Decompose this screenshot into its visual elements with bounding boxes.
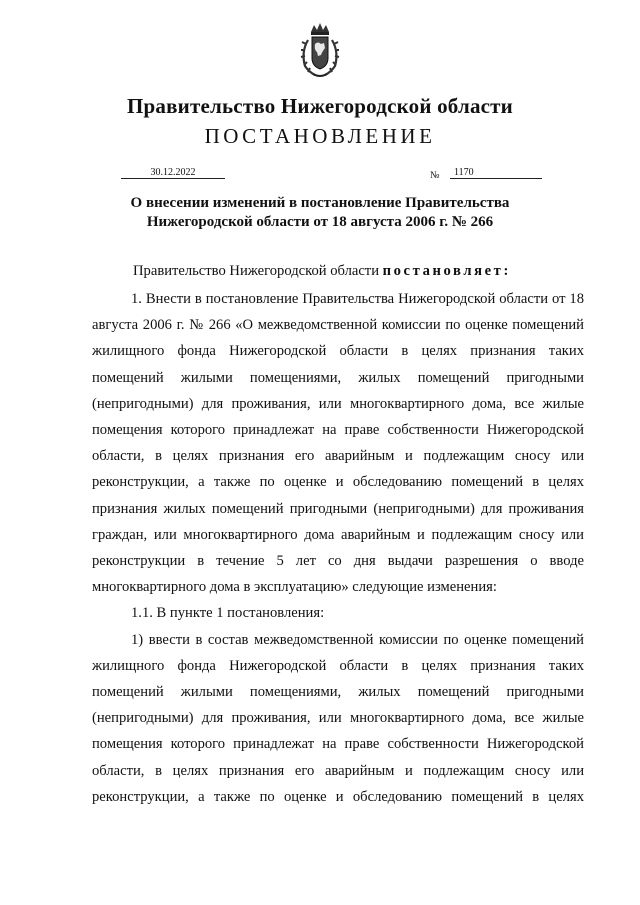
lead-emphasis: постановляет:	[382, 263, 511, 279]
document-body	[92, 286, 584, 810]
document-subject	[0, 194, 640, 232]
organization-title: Правительство Нижегородской области	[127, 94, 513, 118]
coat-of-arms-icon	[299, 22, 341, 78]
document-date: 30.12.2022	[121, 168, 225, 179]
document-type-title: ПОСТАНОВЛЕНИЕ	[204, 124, 436, 148]
number-sign: №	[430, 170, 440, 181]
subject-line-1: О внесении изменений в постановление Правительства	[130, 195, 510, 211]
document-number: 1170	[450, 168, 542, 179]
subject-line-2: Нижегородской области от 18 августа 2006 г. № 266	[146, 214, 494, 230]
paragraph-item-1-1: 1.1. В пункте 1 постановления:	[131, 605, 325, 622]
lead-text: Правительство Нижегородской области	[133, 263, 383, 279]
paragraph-item-1: 1. Внести в постановление Правительства Нижегородской области от 18 августа 2006 г. № 266 «О межведомственной комиссии по оценке помещений жилищного фонда Нижегородской области в целях признания таких помещений жилыми помещениями, жилых помещений пригодными (непригодными) для проживания, или многоквартирного дома, все жилые помещения которого принадлежат на праве собственности Нижегородской области, в целях признания его аварийным и подлежащим сносу или реконструкции, а также по оценке и обследованию помещений в целях признания жилых помещений пригодными (непригодными) для проживания граждан, или многоквартирного дома аварийным и подлежащим сносу или реконструкции в течение 5 лет со дня выдачи разрешения о вводе многоквартирного дома в эксплуатацию» следующие изменения:	[92, 291, 584, 596]
paragraph-subitem-1: 1) ввести в состав межведомственной комиссии по оценке помещений жилищного фонда Нижегородской области в целях признания таких помещений жилыми помещениями, жилых помещений пригодными (непригодными) для проживания, или многоквартирного дома, все жилые помещения которого принадлежат на праве собственности Нижегородской области, в целях признания его аварийным и подлежащим сносу или реконструкции, а также по оценке и обследованию помещений в целях	[92, 631, 584, 805]
lead-paragraph	[133, 263, 511, 280]
